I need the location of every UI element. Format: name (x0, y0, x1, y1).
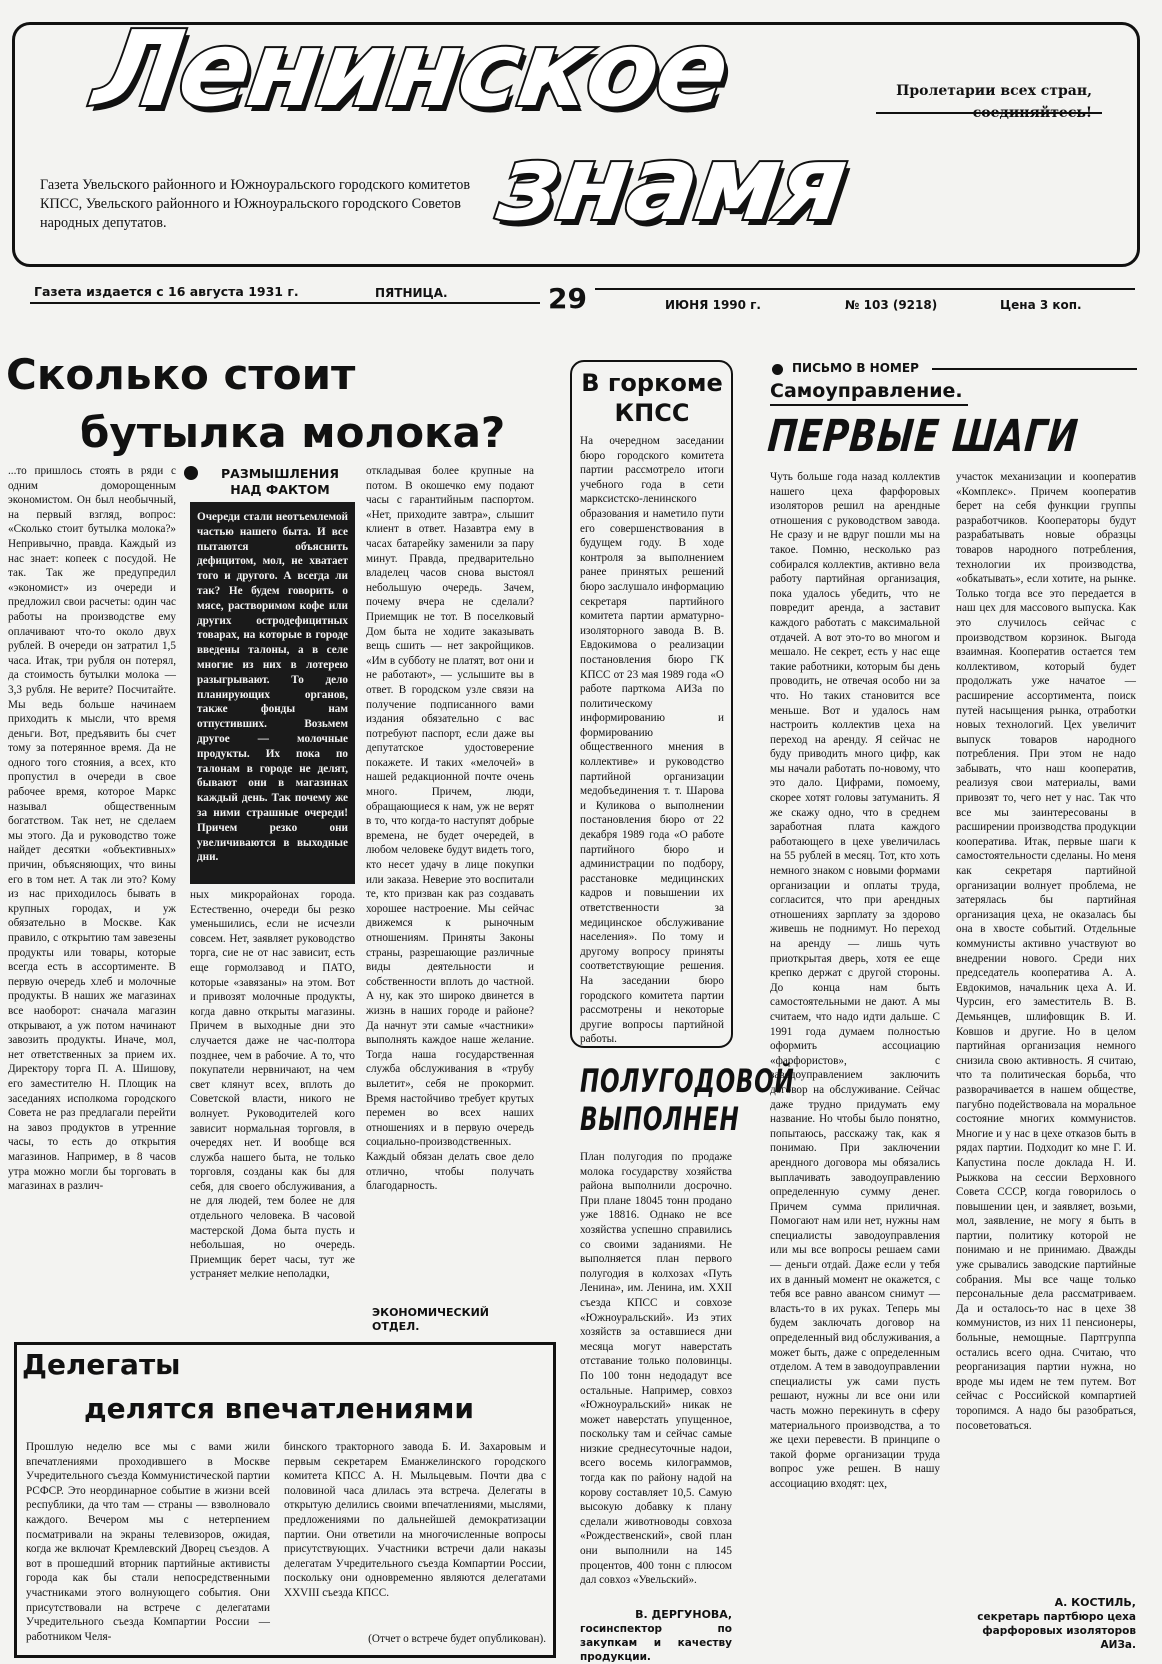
gorkom-title-line1: В горкоме (581, 369, 723, 397)
milk-rubric (205, 466, 355, 498)
milk-column-3: откладывая более крупные на потом. В окошечко ему подают часы с гарантийным паспортом. «Нет, приходите завтра», слышит клиент в ответ. Назавтра ему в часах батарейку заменили за пару минут. Правда, предварительно владелец часов снова выстоял небольшую очередь. Зачем, почему вчера не сделали? Приемщик не тот. В поселковый Дом быта не ходите заказывать вещь сшить — нет закройщиков. «Им в субботу не платят, вот они и не работают», — услышите вы в ответ. В городском узле связи на получение подписанного вами издания обязательно с вас потребуют паспорт, если даже вы депутатское удостоверение покажете. И таких «мелочей» в нашей редакционной почте очень много. Причем, люди, обращающиеся к нам, уж не верят в то, что когда-то наступят добрые времена, не будет очередей, в любом человеке будут видеть того, кто несет удачу в лице покупки или заказа. Неверие это воспитали те, кто призван как раз создавать хорошее настроение. Мы сейчас движемся к рыночным отношениям. Приняты Законы страны, разрешающие различные виды деятельности и собственности вплоть до частной. А ну, как это широко двинется в жизнь в наших городе и районе? Да начнут эти самые «частники» выполнять каждое наше желание. Тогда наша государственная служба обслуживания в «трубу вылетит», себя не прокормит. Время настойчиво требует крутых перемен во всех наших отношениях и в первую очередь социально-производственных. Каждый обязан делать свое дело отлично, чтобы получать благодарность. (366, 465, 534, 1193)
gorkom-body: На очередном заседании бюро городского комитета партии рассмотрело итоги учебного года в сети марксистско-ленинского образования и наметило пути его совершенствования в будущем году. В ходе контроля за выполнением ранее принятых решений бюро заслушало информацию секретаря партийного комитета партии арматурно-изоляторного завода В. В. Евдокимова о реализации постановления бюро ГК КПСС от 23 мая 1989 года «О работе парткома АИЗа по политическому информированию и формированию общественного мнения в коллективе» и руководство партийной организации медобъединения т. т. Шаровa и Куликова о выполнении постановления бюро от 22 декабря 1989 года «О работе партийного бюро и администрации по подбору, расстановке медицинских кадров и повышении их ответственности за медицинское обслуживание населения». По тому и другому вопросу приняты соответствующие решения. На заседании бюро городского комитета партии рассмотрены и некоторые другие вопросы партийной работы. (580, 435, 724, 1046)
masthead-title-line2: знамя (491, 122, 853, 244)
letter-column-2: участок механизации и кооператив «Комплекс». Причем кооператив берет на себя функции группы разработчиков. Кооператоры будут разрабатывать новые образцы товаров народного потребления, технологии их производства, «обкатывать», если хотите, на рынке. Только тогда все это передается в наш цех для массового выпуска. Как это случилось сейчас с производством корзинок. Выгода взаимная. Кооператив остается тем коллективом, который будет продолжать уже начатое — расширение ассортимента, поиск путей насыщения рынка, отработки новых технологий. Цех увеличит выпуск товаров народного потребления. При этом не надо забывать, что наш кооператив, реализуя свои материалы, вами привозят то, чего нет у нас. Так что все мы заинтересованы в расширении производства продукции кооператива. Итак, первые шаги к самостоятельности сделаны. Но меня как секретаря партийной организации волнует проблема, не затерялась бы партийная организация цеха, не оказалась бы она в хвосте событий. Отдельные коммунисты активно участвуют во внедрении нового. Среди них председатель кооператива А. А. Евдокимов, начальник цеха А. И. Чурсин, его заместитель В. В. Демьянцев, шлифовщик В. И. Ковшов и другие. Но в целом партийная организация немного снизила свою активность. Я считаю, что та политическая борьба, что разворачивается в нашем обществе, пагубно подействовала на моральное состояние многих коммунистов. Многие и у нас в цехе отказов быть в рядах партии. Подходит ко мне Г. И. Капустина после доклада Н. И. Рыжкова на сессии Верховного Совета СССР, когда говорилось о повышении цен, и заявляет, возьми, мол, заявление, не могу я быть в партии, политику которой не понимаю и не принимаю. Дважды уже срывались заводские партийные собрания. Мы все чаще только персональные дела рассматриваем. Да и осталось-то нас в цехе 38 коммунистов, из них 11 пенсионеры, больные, немощные. Партгруппа остались всего одна. Считаю, что реорганизация партии нужна, но вроде мы идем не тем путем. Вот сейчас с Российской компартией торопимся. А надо бы разобраться, посоветоваться. (956, 471, 1136, 1432)
gorkom-title (572, 368, 732, 428)
halfyear-signature-role: госинспектор по закупкам и качеству продукции. (580, 1623, 732, 1663)
halfyear-signature-name: В. ДЕРГУНОВА, (635, 1608, 732, 1621)
letter-signature-name: А. КОСТИЛЬ, (1054, 1596, 1136, 1609)
letter-rubric: ПИСЬМО В НОМЕР (792, 361, 919, 375)
gorkom-title-line2: КПСС (614, 399, 690, 427)
weekday: ПЯТНИЦА. (375, 286, 448, 300)
slogan-line1: Пролетарии всех стран, (896, 83, 1092, 99)
masthead-subtitle: Газета Увельского районного и Южноуральского городского комитетов КПСС, Увельского районного и Южноуральского городского Советов народных депутатов. (40, 177, 471, 231)
milk-rubric-line1: РАЗМЫШЛЕНИЯ (220, 466, 340, 481)
delegates-title-line2: делятся впечатлениями (84, 1392, 474, 1425)
delegates-title-line1: Делегаты (22, 1348, 181, 1381)
dateline-rule-left (30, 302, 540, 304)
letter-title: ПЕРВЫЕ ШАГИ (765, 411, 1081, 462)
issue-price: Цена 3 коп. (1000, 298, 1082, 312)
rubric-bullet-icon (184, 466, 198, 480)
letter-rubric-rule (932, 368, 1137, 370)
delegates-column-1: Прошлую неделю все мы с вами жили впечатлениями проходившего в Москве Учредительного съезда Коммунистической партии РСФСР. Это неординарное событие в жизни всей республики, да что там — страны — взволновало каждого. Вечером мы с нетерпением посматривали на экраны телевизоров, ожидая, когда же включат Кремлевский Дворец съездов. А вот в прошедший вторник партийные активисты города как бы стали непосредственными участниками этого волнующего события. Они присутствовали на встрече с делегатами Учредительного съезда Компартии России — работником Челя- (26, 1441, 270, 1643)
letter-column-1: Чуть больше года назад коллектив нашего цеха фарфоровых изоляторов решил на арендные отношения с руководством завода. Не сразу и не вдруг пошли мы на такое. Помню, несколько раз собирался коллектив, активно вела работу партийная организация, пока удалось убедить, что не повредит аренда, а заставит каждого работать с максимальной отдачей. А вот это-то во многом и мешало. Не секрет, есть у нас еще такие работники, которым бы день проводить, не отвечая особо ни за что. Но таких становится все меньше. Вот и удалось нам настроить коллектив цеха на переход на аренду. Я сейчас не буду приводить много цифр, как мы начали работать по-новому, что это дало. Цифрами, помоему, скорее хотят головы затуманить. Я же скажу одно, что в среднем заработная плата каждого работающего в цехе увеличилась на 55 рублей в месяц. Тот, кто хоть немного знаком с новыми формами организации и оплаты труда, согласится, что при арендных отношениях зарплату за здорово живешь не поднимут. Но переход на аренду — лишь чуть приоткрытая дверь, хотя ее еще крепко держат с другой стороны. До конца нам быть самостоятельными не дают. А мы считаем, что надо идти дальше. С 1991 года думаем полностью оформить ассоциацию «фарфористов», с заводоуправлением заключить договор на обслуживание. Сейчас даже трудно придумать ему название. Но чтобы было понятно, попытаюсь, расскажу так, как я понимаю. При заключении арендного договора мы обязались выплачивать заводоуправлению определенную сумму денег. Причем сумма приличная. Помогают нам или нет, нужны нам специалисты заводоуправления или мы все вопросы решаем сами — деньги отдай. Даже если у тебя их в данный момент не окажется, с тебя все равно авансом снимут — власть-то в их руках. Теперь мы будем заключать договор на определенный вид обслуживания, а может быть, даже с определенным отделом. А тем в заводоуправлении специалисты уж сами пусть решают, нужны ли все они или часть можно перекинуть в сферу материального производства, а то же цехи перевести. В принципе о такой форме организации труда вопрос уже решен. В нашу ассоциацию входят: цех, (770, 471, 941, 1490)
dateline-rule-right (595, 288, 1135, 290)
letter-kicker-rule (770, 404, 968, 406)
milk-title-line1: Сколько стоит (6, 350, 356, 399)
milk-lead-text: Очереди стали неотъемлемой частью нашего быта. И все пытаются объяснить дефицитом, мол, не хватает того и другого. А всегда ли так? Не будем говорить о мясе, растворимом кофе или других остродефицитных товарах, на которые в городе введены талоны, а в селе многие из них в лотерею разыгрывают. То дело планирующих органов, также фонды нам отпустивших. Возьмем другое — молочные продукты. Их пока по талонам в городе не делят, бывают они в магазинах каждый день. Так почему же за ними страшные очереди! Причем резко они увеличиваются в выходные дни. (197, 511, 348, 864)
letter-kicker: Самоуправление. (770, 380, 963, 402)
milk-rubric-line2: НАД ФАКТОМ (230, 482, 330, 497)
halfyear-title-line1: ПОЛУГОДОВОЙ (580, 1062, 795, 1100)
slogan-line2: соединяйтесь! (972, 105, 1092, 121)
issue-number: № 103 (9218) (845, 298, 938, 312)
milk-column-2: ных микрорайонах города. Естественно, очереди бы резко уменьшились, если не исчезли совсем. Нет, заявляет руководство торга, сие не от нас зависит, есть еще гормолзавод и ПАТО, которые «завязаны» на этом. Вот и привозят молочные продукты, когда давно открыты магазины. Причем в выходные дни это случается даже не час-полтора позднее, чем в рабочие. А то, что покупатели нервничают, на чем свет клянут всех, вплоть до Советской власти, никого не волнует. Руководителей кого зависит нормальная торговля, в очередях нет. И вообще вся служба нашего быта, не только торговля, созданы как бы для себя, для своего обслуживания, а не для людей, тем более не для отдельного человека. В часовой мастерской Дома быта пусть и небольшая, но очередь. Приемщик берет часы, тут же устраняет мелкие неполадки, (190, 889, 355, 1281)
delegates-note: (Отчет о встрече будет опубликован). (368, 1633, 546, 1645)
delegates-column-2: бинского тракторного завода Б. И. Захаровым и первым секретарем Еманжелинского городского комитета КПСС А. Н. Мыльцевым. Почти два с половиной часа длилась эта встреча. Делегаты в открытую делились своими впечатлениями, мыслями, предложениями по дальнейшей демократизации партии. Они ответили на многочисленные вопросы присутствующих. Участники встречи дали наказы делегатам Учредительного съезда Компартии России, поскольку они одновременно являются делегатами XXVIII съезда КПСС. (284, 1441, 546, 1599)
milk-title-line2: бутылка молока? (80, 408, 506, 457)
letter-signature-role: секретарь партбюро цеха фарфоровых изоляторов АИЗа. (977, 1611, 1136, 1651)
milk-signature: ЭКОНОМИЧЕСКИЙ ОТДЕЛ. (372, 1306, 490, 1333)
letter-bullet-icon (772, 364, 783, 375)
milk-lead-box (190, 502, 355, 884)
slogan (882, 80, 1092, 124)
halfyear-body: План полугодия по продаже молока государству хозяйства района выполнили досрочно. При плане 18045 тонн продано уже 18816. Однако не все хозяйства успешно справились со своими заданиями. Не выполняется план первого полугодия в колхозах «Путь Ленина», им. Ленина, им. XXII съезда КПСС и совхозе «Южноуральский». Из этих хозяйств за оставшиеся дни месяца могут наверстать отставание только половинцы. По 100 тонн недодадут все остальные. Например, совхоз «Южноуральский» никак не может наверстать упущенное, поскольку там и сейчас самые низкие среднесуточные надои, всего восемь килограммов, тогда как по району надой на корову составляет 10,5. Самую высокую добавку к плану сделали животноводы совхоза «Рождественский», свой план они выполнили на 145 процентов, 400 тонн с плюсом дал совхоз «Увельский». (580, 1151, 732, 1587)
halfyear-title-line2: ВЫПОЛНЕН (580, 1100, 740, 1138)
issue-month-year: ИЮНЯ 1990 г. (665, 298, 761, 312)
halfyear-title (580, 1062, 794, 1138)
milk-column-1: ...то пришлось стоять в ряди с одним доморощенным экономистом. Он был необычный, на первый взгляд, вопрос: «Сколько стоит бутылка молока?» Непривычно, правда. Каждый из нас знает: копеек с посудой. Не так. Так же предупредил «экономист» из очереди и предложил свои расчеты: один час работы на производстве ему оплачивают что-то около двух рублей. В очереди он затратил 1,5 часа. Итак, три рубля он потерял, да стоимость бутылки молока — 3,3 рубля. Не верите? Посчитайте. Мы ведь больше начинаем приходить к мысли, что время деньги. Вот, предъявить бы счет тому за потерянное время. Да не одного того стояния, а всех, кто пропустил в очереди в свое рабочее время, которое Маркс называл общественным богатством. Так нет, не сделаем мы этого. Да и руководство тоже найдет десятки «объективных» причин, объясняющих, что вины его в том нет. А так ли это? Кому из нас приходилось бывать в крупных городах, и уж обязательно в Москве. Как правило, с открытию там завезены продукты или товары, которые всегда есть в ассортименте. В первую очередь хлеб и молочные продукты. В наших же магазинах все наоборот: сначала магазин открывают, а уж потом начинают завозить продукты. Иначе, мол, нет ответственных за прием их. Директору торга П. А. Шишову, его заместителю Н. Площик на заседаниях исполкома городского Совета не раз предлагали перейти на завоз продуктов в утренние часы, то есть до открытия магазинов. Например, в 8 часов утра можно могли бы торговать в магазинах в различ- (8, 465, 176, 1193)
issue-day: 29 (548, 282, 587, 315)
masthead-title-line1: Ленинское (87, 8, 735, 130)
published-since: Газета издается с 16 августа 1931 г. (34, 284, 299, 299)
